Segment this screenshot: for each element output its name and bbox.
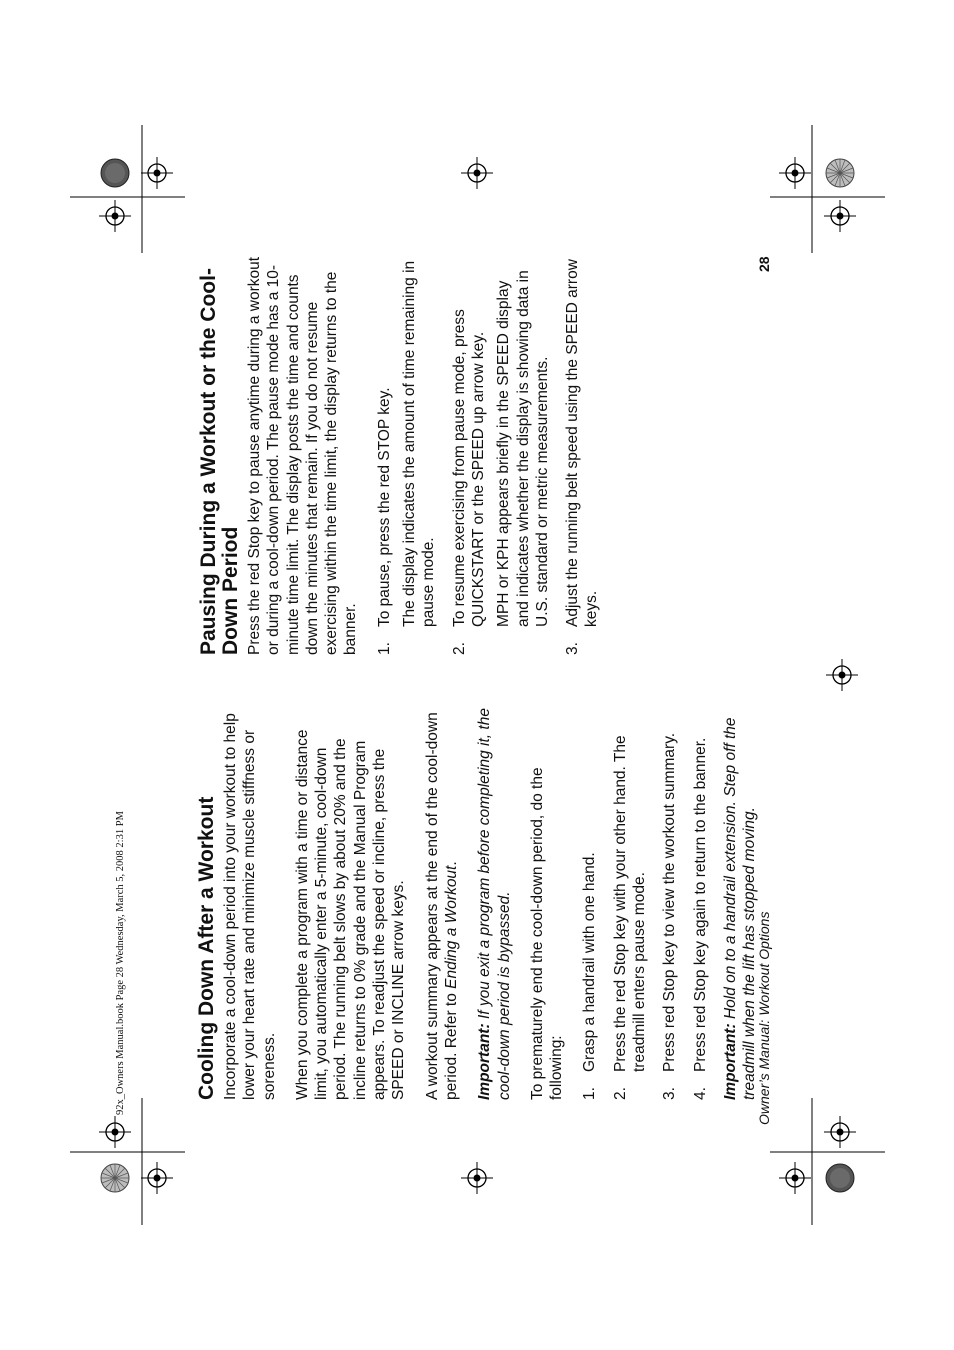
pause-steps-list [375,255,602,655]
list-item: 3. Press red Stop key to view the workout summary. [661,732,679,1100]
list-item: 2. Press the red Stop key with your other hand. The treadmill enters pause mode. [611,735,649,1100]
paragraph-summary: A workout summary appears at the end of the cool-down period. Refer to Ending a Workout. [423,712,460,1100]
section-title-pausing: Pausing During a Workout or the Cool-Down Period [197,268,242,655]
list-item: 4. Press red Stop key again to return to the banner. [691,737,709,1100]
file-info-header: 92x_Owners Manual.book Page 28 Wednesday, March 5, 2008 2:31 PM [115,811,126,1115]
page-number: 28 [756,256,772,272]
paragraph: Press the red Stop key to pause anytime during a workout or during a cool-down period. The pause mode has a 10-minute time limit. The display posts the time and counts down the minutes that remain. If you do not resume exercising within the time limit, the display returns to the banner. [246,256,360,655]
cooling-down-section [196,705,774,1100]
list-item: 3. Adjust the running belt speed using the SPEED arrow keys. [564,259,601,655]
paragraph: To prematurely end the cool-down period, do the following: [528,767,566,1100]
list-item: 1. Grasp a handrail with one hand. [581,852,599,1100]
important-note: Important: Hold on to a handrail extension. Step off the treadmill when the lift has stopped moving. [721,717,759,1100]
pausing-section [198,255,613,655]
important-note: Important: If you exit a program before completing it, the cool-down period is bypassed. [476,708,513,1100]
paragraph: Incorporate a cool-down period into your workout to help lower your heart rate and minimize muscle stiffness or soreness. [222,713,278,1100]
footer-title: Owner’s Manual: Workout Options [756,911,772,1125]
section-title-cooling-down: Cooling Down After a Workout [195,796,218,1100]
cool-down-steps-list [580,705,709,1100]
paragraph: When you complete a program with a time or distance limit, you automatically enter a 5-minute, cool-down period. The running belt slows by about 20% and the incline returns to 0% grade and the Manual Program appears. To readjust the speed or incline, press the SPEED or INCLINE arrow keys. [293,729,408,1100]
list-item: 1. To pause, press the red STOP key. The display indicates the amount of time remaining in pause mode. [375,260,438,655]
cross-reference: Ending a Workout [442,865,460,989]
list-item: 2. To resume exercising from pause mode, press QUICKSTART or the SPEED up arrow key. MPH or KPH appears briefly in the SPEED display and indicates whether the display is showing data in U.S. standard or metric measurements. [450,270,551,655]
